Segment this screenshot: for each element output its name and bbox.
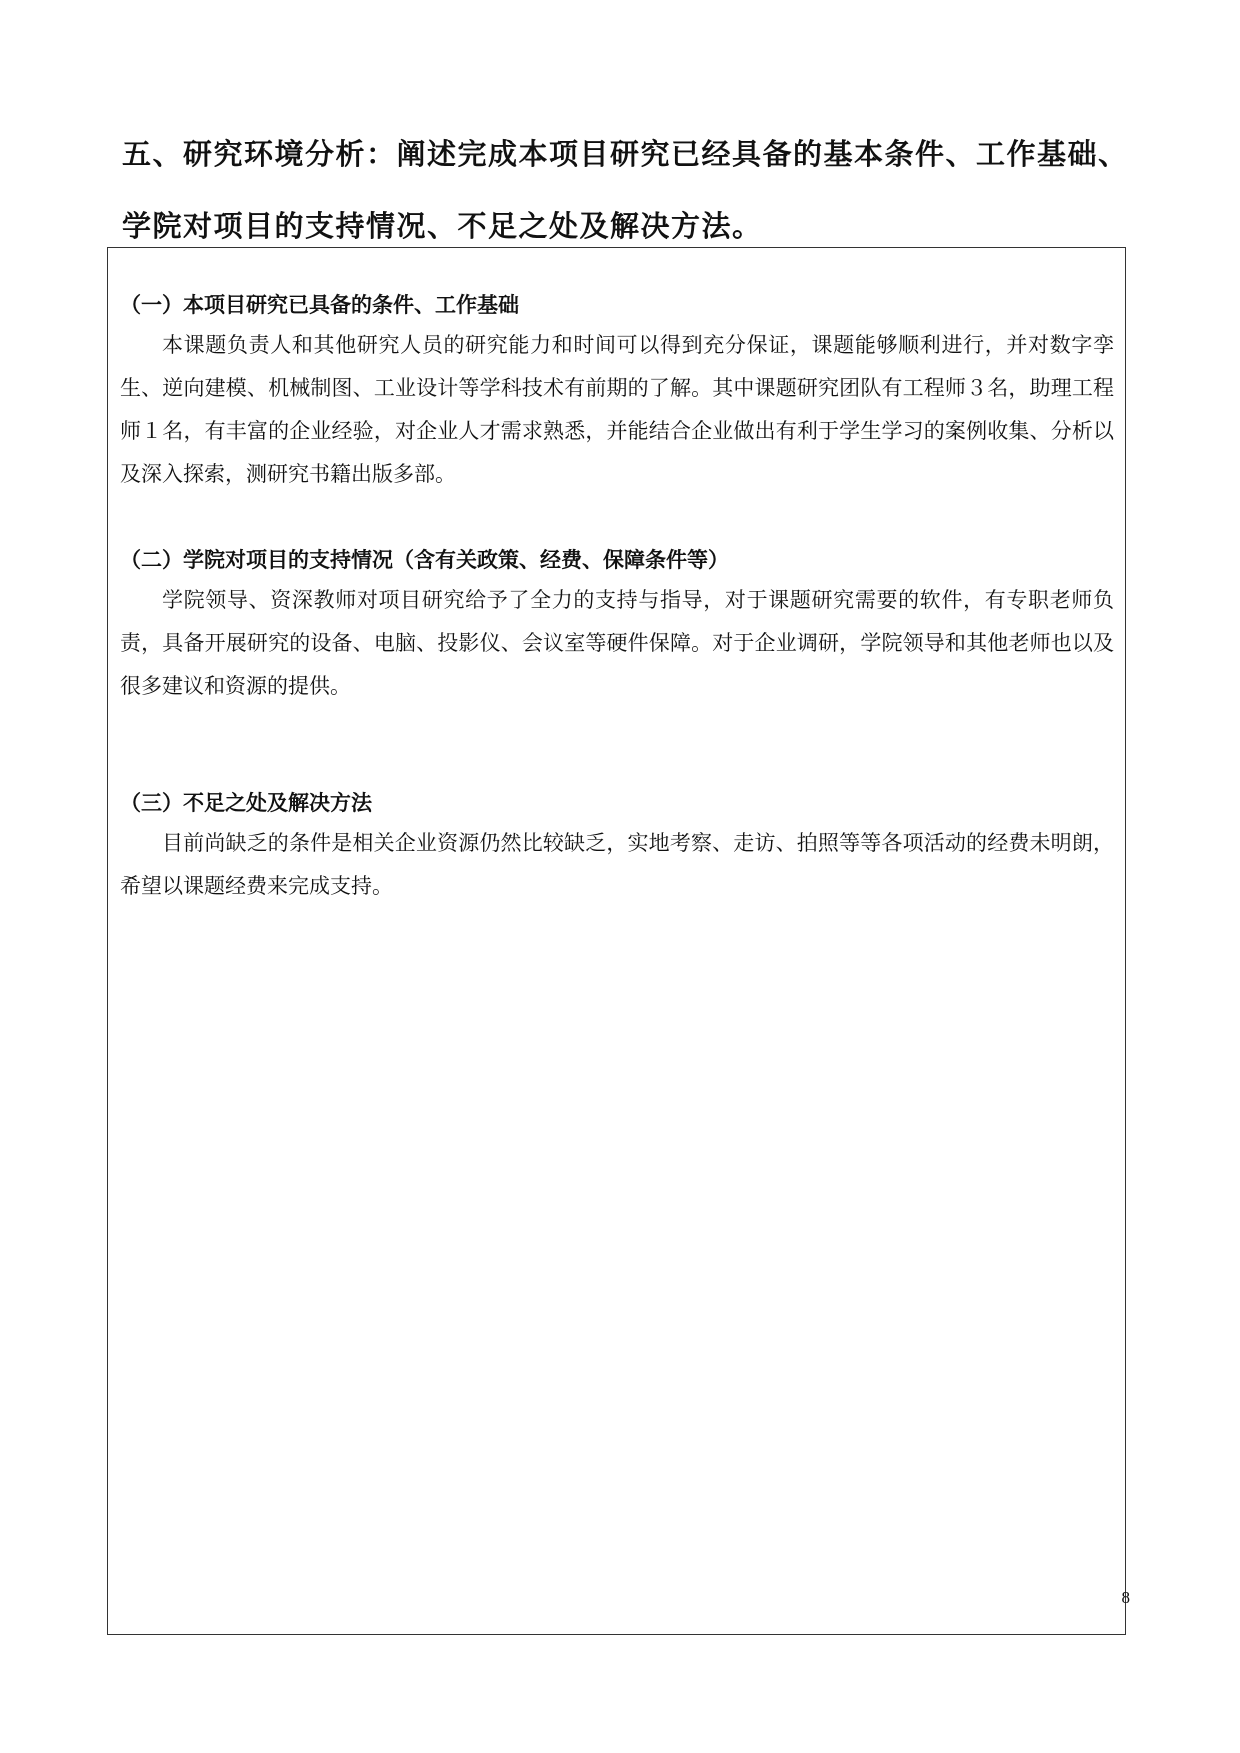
section-body-college-support: 学院领导、资深教师对项目研究给予了全力的支持与指导，对于课题研究需要的软件，有专职老师负责，具备开展研究的设备、电脑、投影仪、会议室等硬件保障。对于企业调研，学院领导和其他老师也以及很多建议和资源的提供。 xyxy=(120,588,1114,698)
section-shortcomings xyxy=(120,784,1114,908)
section-college-support xyxy=(120,541,1114,708)
section-title-shortcomings: （三）不足之处及解决方法 xyxy=(120,791,372,815)
content-box xyxy=(107,247,1126,1635)
section-conditions xyxy=(120,286,1114,496)
section-body-conditions: 本课题负责人和其他研究人员的研究能力和时间可以得到充分保证，课题能够顺利进行，并对数字孪生、逆向建模、机械制图、工业设计等学科技术有前期的了解。其中课题研究团队有工程师３名，助理工程师１名，有丰富的企业经验，对企业人才需求熟悉，并能结合企业做出有利于学生学习的案例收集、分析以及深入探索，测研究书籍出版多部。 xyxy=(120,333,1114,486)
page-number: 8 xyxy=(1121,1588,1130,1607)
page-heading: 五、研究环境分析：阐述完成本项目研究已经具备的基本条件、工作基础、学院对项目的支持情况、不足之处及解决方法。 xyxy=(122,137,1129,243)
section-title-college-support: （二）学院对项目的支持情况（含有关政策、经费、保障条件等） xyxy=(120,548,729,572)
section-title-conditions: （一）本项目研究已具备的条件、工作基础 xyxy=(120,293,519,317)
section-body-shortcomings: 目前尚缺乏的条件是相关企业资源仍然比较缺乏，实地考察、走访、拍照等等各项活动的经费未明朗，希望以课题经费来完成支持。 xyxy=(120,831,1114,898)
